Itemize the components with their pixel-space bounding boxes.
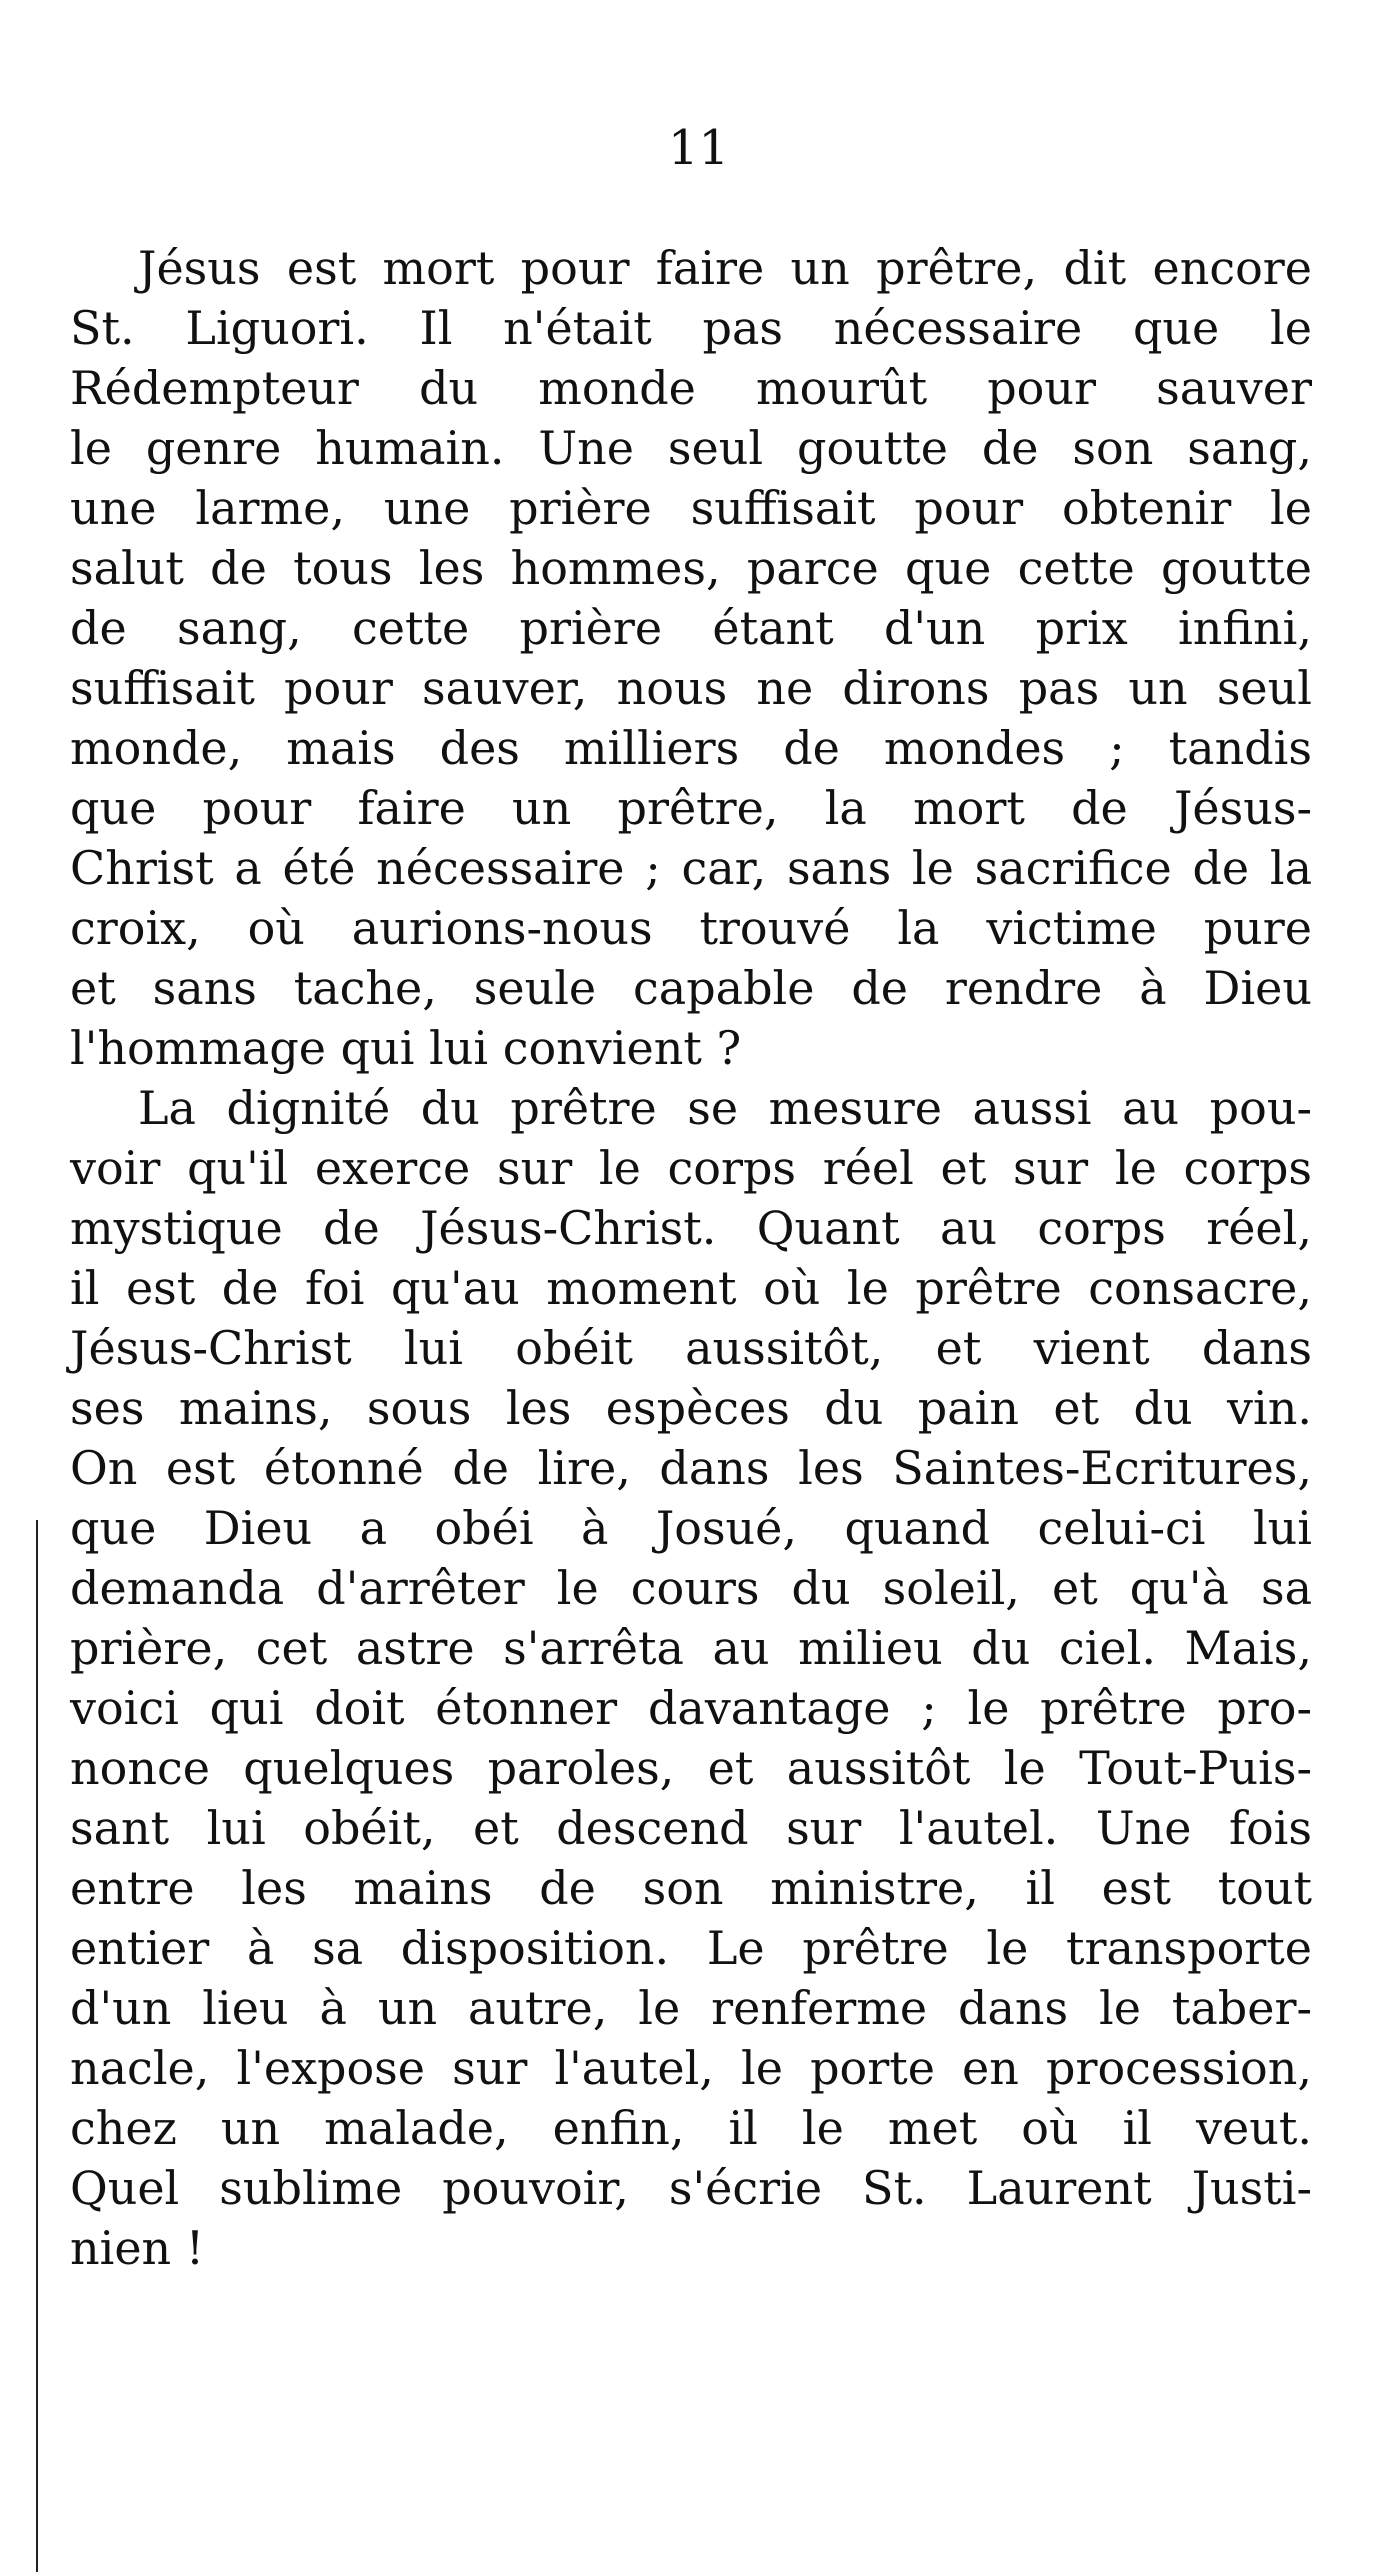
text-line: sant lui obéit, et descend sur l'autel. Une fois (70, 1801, 1312, 1855)
text-line: On est étonné de lire, dans les Saintes-Ecritures, (70, 1441, 1312, 1495)
text-line: nien ! (70, 2221, 205, 2275)
text-line: ses mains, sous les espèces du pain et du vin. (70, 1381, 1312, 1435)
text-line: de sang, cette prière étant d'un prix infini, (70, 601, 1312, 655)
text-line: que pour faire un prêtre, la mort de Jésus- (70, 781, 1312, 835)
text-line: voici qui doit étonner davantage ; le prêtre pro- (70, 1681, 1312, 1735)
page-number: 11 (667, 120, 730, 176)
text-line: entre les mains de son ministre, il est tout (70, 1861, 1312, 1915)
text-line: Christ a été nécessaire ; car, sans le sacrifice de la (70, 841, 1312, 895)
text-line: prière, cet astre s'arrêta au milieu du ciel. Mais, (70, 1621, 1312, 1675)
text-line: salut de tous les hommes, parce que cette goutte (70, 541, 1312, 595)
text-line: l'hommage qui lui convient ? (70, 1021, 742, 1075)
body-text (70, 238, 1312, 2278)
text-line: et sans tache, seule capable de rendre à Dieu (70, 961, 1312, 1015)
text-line: St. Liguori. Il n'était pas nécessaire que le (70, 301, 1312, 355)
text-line: Quel sublime pouvoir, s'écrie St. Laurent Justi- (70, 2161, 1312, 2215)
text-line: mystique de Jésus-Christ. Quant au corps réel, (70, 1201, 1312, 1255)
text-line: nacle, l'expose sur l'autel, le porte en procession, (70, 2041, 1312, 2095)
text-line: chez un malade, enfin, il le met où il veut. (70, 2101, 1312, 2155)
text-line: Jésus est mort pour faire un prêtre, dit encore (138, 241, 1312, 295)
text-line: une larme, une prière suffisait pour obtenir le (70, 481, 1312, 535)
text-line: demanda d'arrêter le cours du soleil, et qu'à sa (70, 1561, 1312, 1615)
text-line: nonce quelques paroles, et aussitôt le Tout-Puis- (70, 1741, 1312, 1795)
text-line: La dignité du prêtre se mesure aussi au pou- (138, 1081, 1312, 1135)
text-line: voir qu'il exerce sur le corps réel et sur le corps (70, 1141, 1312, 1195)
text-line: croix, où aurions-nous trouvé la victime pure (70, 901, 1312, 955)
text-line: d'un lieu à un autre, le renferme dans le taber- (70, 1981, 1312, 2035)
text-line: Jésus-Christ lui obéit aussitôt, et vient dans (70, 1321, 1312, 1375)
paragraph-2 (70, 1078, 1312, 2278)
text-line: que Dieu a obéi à Josué, quand celui-ci lui (70, 1501, 1312, 1555)
text-line: le genre humain. Une seul goutte de son sang, (70, 421, 1312, 475)
scan-edge-rule (36, 1520, 38, 2572)
text-line: suffisait pour sauver, nous ne dirons pas un seul (70, 661, 1312, 715)
paragraph-1 (70, 238, 1312, 1078)
text-line: il est de foi qu'au moment où le prêtre consacre, (70, 1261, 1312, 1315)
text-line: Rédempteur du monde mourût pour sauver (70, 361, 1312, 415)
text-line: entier à sa disposition. Le prêtre le transporte (70, 1921, 1312, 1975)
text-line: monde, mais des milliers de mondes ; tandis (70, 721, 1312, 775)
